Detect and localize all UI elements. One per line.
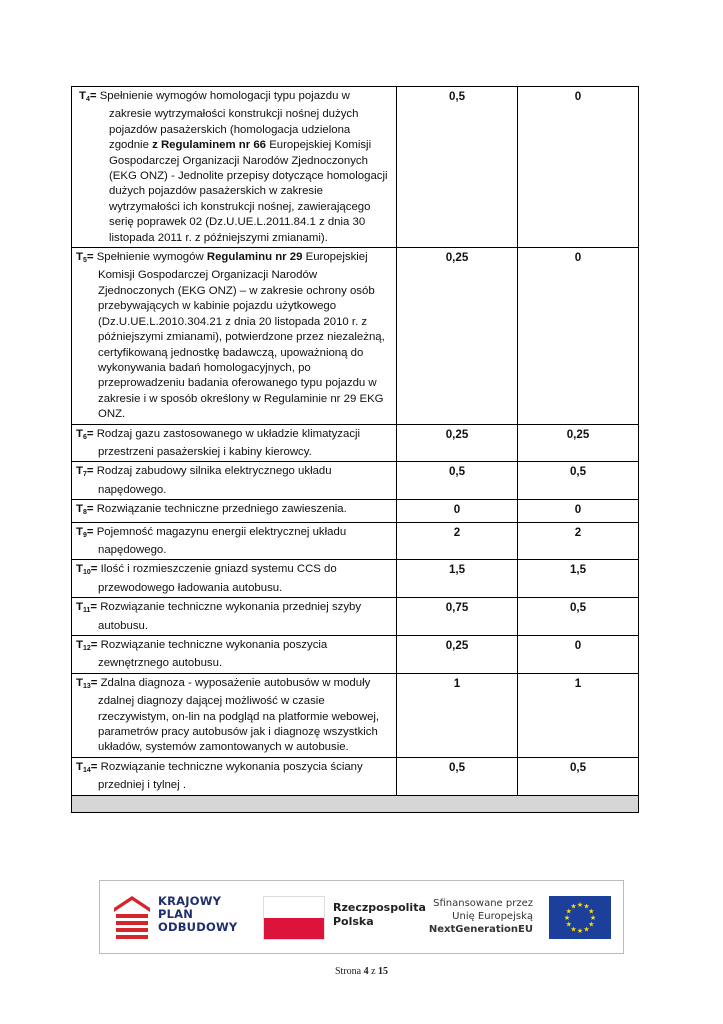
criterion-cell bbox=[72, 522, 397, 560]
score-column-1: 0,25 bbox=[397, 248, 518, 424]
score-column-2: 1 bbox=[518, 673, 639, 757]
score-column-1: 1,5 bbox=[397, 560, 518, 598]
criterion-cell bbox=[72, 87, 397, 248]
table-row bbox=[72, 522, 639, 560]
eu-star-icon: ★ bbox=[570, 903, 577, 911]
table-row bbox=[72, 248, 639, 424]
criterion-regulation: z Regulaminem nr 66 bbox=[152, 139, 267, 152]
criterion-text-cont: Europejskiej Komisji Gospodarczej Organizacji Narodów Zjednoczonych (EKG ONZ) – w zakresie ochrony osób przebywających w kabinie pojazdu użytkowego (Dz.U.UE.L.2010.304.21 z dnia 20 listopada 2010 r. z późniejszymi zmianami), potwierdzone przez niezależną, certyfikowaną jednostkę badawczą, upoważnioną do wykonywania badań homologacyjnych, po przeprowadzeniu badania oferowanego typu pojazdu w zakresie i w sposób określony w Regulaminie nr 29 EKG ONZ. bbox=[98, 251, 385, 421]
score-column-2: 0 bbox=[518, 248, 639, 424]
score-column-1: 0,5 bbox=[397, 757, 518, 795]
eu-star-icon: ★ bbox=[565, 921, 572, 929]
score-column-2: 1,5 bbox=[518, 560, 639, 598]
criterion-cell bbox=[72, 424, 397, 462]
score-column-1: 0,25 bbox=[397, 424, 518, 462]
criterion-code: $T_{13}=$ bbox=[76, 676, 101, 690]
criterion-cell bbox=[72, 248, 397, 424]
criterion-cell bbox=[72, 636, 397, 674]
eu-star-icon: ★ bbox=[576, 902, 584, 909]
criterion-text: Rodzaj gazu zastosowanego w układzie klimatyzacji przestrzeni pasażerskiej i kabiny kierowcy. bbox=[96, 427, 361, 458]
table-row bbox=[72, 462, 639, 500]
funding-logo-bar bbox=[99, 880, 624, 954]
score-column-2: 0,25 bbox=[518, 424, 639, 462]
criterion-code: $T_5=$ bbox=[76, 251, 97, 265]
criterion-cell bbox=[72, 500, 397, 522]
score-column-2: 0,5 bbox=[518, 598, 639, 636]
table-row bbox=[72, 757, 639, 795]
score-column-2: 0,5 bbox=[518, 462, 639, 500]
criterion-text: Rodzaj zabudowy silnika elektrycznego układu napędowego. bbox=[96, 465, 332, 496]
table-row bbox=[72, 560, 639, 598]
criterion-text: Rozwiązanie techniczne wykonania poszycia zewnętrznego autobusu. bbox=[98, 639, 328, 670]
criterion-cell bbox=[72, 757, 397, 795]
criteria-table bbox=[71, 86, 639, 813]
criterion-code: $T_7=$ bbox=[76, 465, 97, 479]
table-row bbox=[72, 87, 639, 248]
eu-star-icon: ★ bbox=[570, 926, 577, 934]
criterion-regulation: Regulaminu nr 29 bbox=[206, 251, 303, 264]
polish-flag-icon bbox=[263, 896, 325, 940]
table-row bbox=[72, 500, 639, 522]
criterion-code: $T_9=$ bbox=[76, 525, 97, 539]
criterion-code: $T_4=$ bbox=[79, 90, 100, 103]
eu-star-icon: ★ bbox=[589, 915, 597, 922]
criterion-code: $T_{10}=$ bbox=[76, 563, 101, 577]
eu-star-icon: ★ bbox=[565, 908, 572, 916]
criterion-cell bbox=[72, 560, 397, 598]
table-row bbox=[72, 673, 639, 757]
eu-star-icon: ★ bbox=[576, 928, 584, 935]
score-column-1: 0,75 bbox=[397, 598, 518, 636]
score-column-2: 0,5 bbox=[518, 757, 639, 795]
criterion-code: $T_6=$ bbox=[76, 427, 97, 441]
table-footer-row bbox=[72, 795, 639, 812]
criterion-code: $T_{12}=$ bbox=[76, 639, 101, 652]
table-row bbox=[72, 424, 639, 462]
criterion-text: Zdalna diagnoza - wyposażenie autobusów w moduły zdalnej diagnozy dającej możliwość w czasie rzeczywistym, on-lin na podgląd na platformie webowej, parametrów pracy autobusów jak i diagnozę wszystkich układów, systemów zamontowanych w autobusie. bbox=[98, 676, 380, 754]
score-column-2: 0 bbox=[518, 636, 639, 674]
rp-logo-text: Rzeczpospolita Polska bbox=[333, 901, 426, 928]
page-number: Strona 4 z 15 bbox=[334, 966, 389, 977]
table-row bbox=[72, 636, 639, 674]
score-column-1: 2 bbox=[397, 522, 518, 560]
table-row bbox=[72, 598, 639, 636]
eu-flag-icon bbox=[549, 896, 611, 939]
kpo-building-icon bbox=[114, 896, 150, 939]
table-footer-cell bbox=[72, 795, 639, 812]
criterion-text: Spełnienie wymogów bbox=[96, 251, 207, 264]
eu-star-icon: ★ bbox=[588, 908, 595, 916]
criterion-text: Rozwiązanie techniczne przedniego zawieszenia. bbox=[96, 503, 347, 516]
criterion-text: Spełnienie wymogów homologacji typu pojazdu w zakresie wytrzymałości konstrukcji nośnej dużych pojazdów pasażerskich (homologacja udzielona zgodnie bbox=[99, 90, 359, 152]
eu-star-icon: ★ bbox=[563, 915, 571, 922]
criterion-text: Rozwiązanie techniczne wykonania poszycia ściany przedniej i tylnej . bbox=[98, 760, 363, 792]
criterion-cell bbox=[72, 673, 397, 757]
kpo-logo-text: KRAJOWY PLAN ODBUDOWY bbox=[158, 894, 238, 934]
criterion-cell bbox=[72, 598, 397, 636]
score-column-1: 0 bbox=[397, 500, 518, 522]
score-column-1: 1 bbox=[397, 673, 518, 757]
eu-funding-text: Sfinansowane przez Unię Europejską NextGenerationEU bbox=[428, 898, 533, 935]
score-column-2: 0 bbox=[518, 87, 639, 248]
criterion-code: $T_8=$ bbox=[76, 503, 97, 517]
score-column-1: 0,25 bbox=[397, 636, 518, 674]
criterion-text: Pojemność magazynu energii elektrycznej układu napędowego. bbox=[96, 525, 347, 556]
score-column-2: 2 bbox=[518, 522, 639, 560]
score-column-2: 0 bbox=[518, 500, 639, 522]
criterion-cell bbox=[72, 462, 397, 500]
eu-star-icon: ★ bbox=[583, 926, 590, 934]
criterion-text: Ilość i rozmieszczenie gniazd systemu CCS do przewodowego ładowania autobusu. bbox=[98, 563, 337, 594]
criterion-text-cont: Europejskiej Komisji Gospodarczej Organizacji Narodów Zjednoczonych (EKG ONZ) - Jednolite przepisy dotyczące homologacji dużych pojazdów pasażerskich w zakresie wytrzymałości ich konstrukcji nośnej, zawierającego serię poprawek 02 (Dz.U.UE.L.2011.84.1 z dnia 30 listopada 2011 r. z późniejszymi zmianami). bbox=[109, 139, 388, 244]
criterion-code: $T_{11}=$ bbox=[76, 601, 101, 615]
score-column-1: 0,5 bbox=[397, 87, 518, 248]
eu-star-icon: ★ bbox=[588, 921, 595, 929]
criterion-text: Rozwiązanie techniczne wykonania przedniej szyby autobusu. bbox=[98, 601, 362, 632]
eu-star-icon: ★ bbox=[583, 903, 590, 911]
criterion-code: $T_{14}=$ bbox=[76, 760, 101, 774]
score-column-1: 0,5 bbox=[397, 462, 518, 500]
